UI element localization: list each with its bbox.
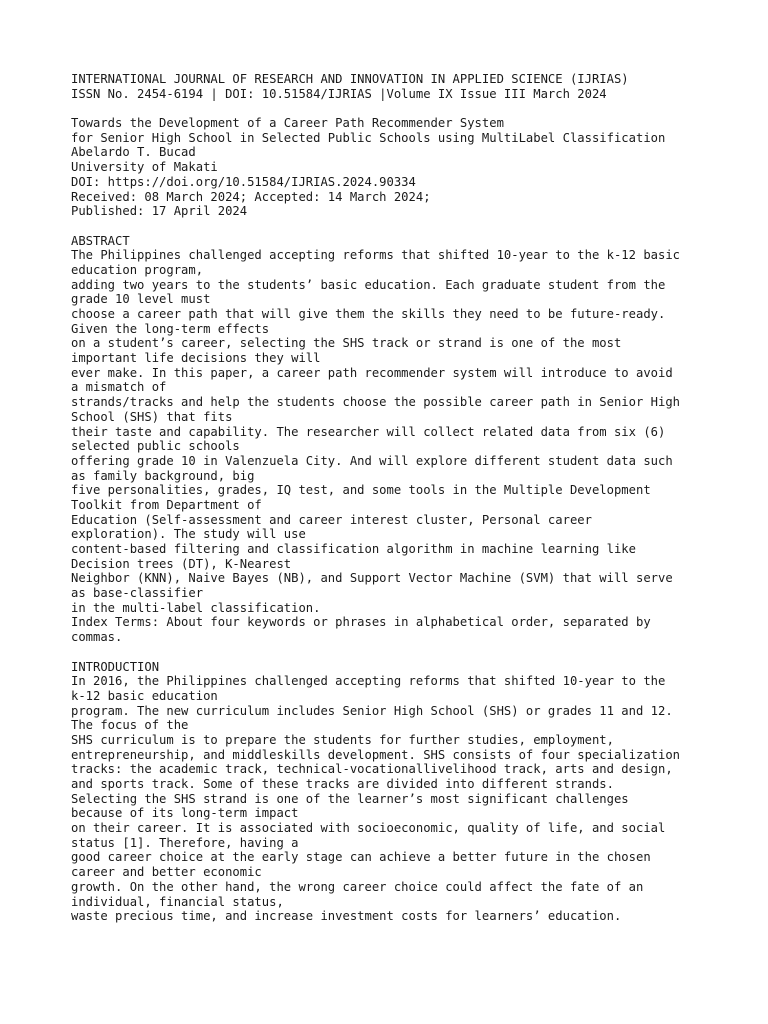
introduction-text-line: tracks: the academic track, technical-vocationallivelihood track, arts and design, [71, 762, 673, 777]
author-affiliation: University of Makati [71, 160, 218, 175]
introduction-body [71, 674, 751, 924]
author-name: Abelardo T. Bucad [71, 145, 196, 160]
introduction-text-line: individual, financial status, [71, 894, 284, 909]
abstract-text-line: as family background, big [71, 468, 255, 483]
abstract-text-line: a mismatch of [71, 380, 167, 395]
abstract-text-line: adding two years to the students’ basic education. Each graduate student from the [71, 277, 666, 292]
abstract-text-line: School (SHS) that fits [71, 409, 233, 424]
spacer [71, 645, 751, 660]
spacer [71, 219, 751, 234]
abstract-text-line: Toolkit from Department of [71, 497, 262, 512]
abstract-body [71, 248, 751, 645]
abstract-text-line: their taste and capability. The researcher will collect related data from six (6) [71, 424, 666, 439]
abstract-text-line: important life decisions they will [71, 351, 321, 366]
introduction-text-line: In 2016, the Philippines challenged accepting reforms that shifted 10-year to the [71, 674, 666, 689]
abstract-text-line: content-based filtering and classification algorithm in machine learning like [71, 542, 636, 556]
introduction-text-line: growth. On the other hand, the wrong career choice could affect the fate of an [71, 879, 644, 894]
abstract-text-line: selected public schools [71, 439, 240, 454]
abstract-text-line: grade 10 level must [71, 292, 211, 307]
introduction-text-line: career and better economic [71, 865, 262, 880]
abstract-text-line: The Philippines challenged accepting reforms that shifted 10-year to the k-12 basic [71, 248, 681, 263]
introduction-text-line: status [1]. Therefore, having a [71, 835, 299, 850]
article-title-line-1: Towards the Development of a Career Path Recommender System [71, 116, 504, 131]
abstract-text-line: education program, [71, 262, 204, 277]
article-title-line-2: for Senior High School in Selected Public Schools using MultiLabel Classification [71, 130, 666, 145]
introduction-text-line: The focus of the [71, 718, 189, 733]
abstract-text-line: exploration). The study will use [71, 527, 306, 542]
abstract-text-line: Decision trees (DT), K-Nearest [71, 556, 292, 571]
issn-doi-line: ISSN No. 2454-6194 | DOI: 10.51584/IJRIAS |Volume IX Issue III March 2024 [71, 86, 607, 101]
published-date: Published: 17 April 2024 [71, 204, 248, 219]
introduction-text-line: SHS curriculum is to prepare the students for further studies, employment, [71, 732, 614, 747]
journal-name: INTERNATIONAL JOURNAL OF RESEARCH AND INNOVATION IN APPLIED SCIENCE (IJRIAS) [71, 72, 629, 86]
received-accepted-dates: Received: 08 March 2024; Accepted: 14 March 2024; [71, 189, 431, 204]
introduction-text-line: Selecting the SHS strand is one of the learner’s most significant challenges [71, 791, 629, 806]
abstract-text-line: as base-classifier [71, 586, 204, 601]
abstract-text-line: Given the long-term effects [71, 321, 270, 336]
introduction-text-line: program. The new curriculum includes Senior High School (SHS) or grades 11 and 12. [71, 703, 673, 718]
abstract-text-line: on a student’s career, selecting the SHS track or strand is one of the most [71, 336, 622, 351]
abstract-text-line: commas. [71, 630, 123, 645]
document-page [71, 72, 751, 924]
abstract-text-line: ever make. In this paper, a career path recommender system will introduce to avoid [71, 365, 673, 380]
introduction-heading: INTRODUCTION [71, 659, 160, 674]
abstract-text-line: Neighbor (KNN), Naive Bayes (NB), and Support Vector Machine (SVM) that will serve [71, 571, 673, 586]
abstract-text-line: strands/tracks and help the students choose the possible career path in Senior High [71, 395, 681, 410]
spacer [71, 101, 751, 116]
abstract-text-line: in the multi-label classification. [71, 600, 321, 615]
introduction-text-line: waste precious time, and increase investment costs for learners’ education. [71, 909, 622, 924]
introduction-text-line: and sports track. Some of these tracks are divided into different strands. [71, 777, 614, 791]
introduction-text-line: entrepreneurship, and middleskills development. SHS consists of four specialization [71, 747, 681, 762]
abstract-text-line: Education (Self-assessment and career interest cluster, Personal career [71, 512, 592, 527]
article-doi: DOI: https://doi.org/10.51584/IJRIAS.2024.90334 [71, 174, 416, 189]
introduction-text-line: because of its long-term impact [71, 806, 299, 821]
abstract-text-line: Index Terms: About four keywords or phrases in alphabetical order, separated by [71, 615, 651, 630]
abstract-text-line: five personalities, grades, IQ test, and some tools in the Multiple Development [71, 483, 651, 498]
abstract-heading: ABSTRACT [71, 233, 130, 248]
introduction-text-line: good career choice at the early stage can achieve a better future in the chosen [71, 850, 651, 865]
abstract-text-line: offering grade 10 in Valenzuela City. And will explore different student data such [71, 453, 673, 468]
introduction-text-line: k-12 basic education [71, 688, 218, 703]
introduction-text-line: on their career. It is associated with socioeconomic, quality of life, and social [71, 821, 666, 836]
abstract-text-line: choose a career path that will give them the skills they need to be future-ready. [71, 307, 666, 321]
